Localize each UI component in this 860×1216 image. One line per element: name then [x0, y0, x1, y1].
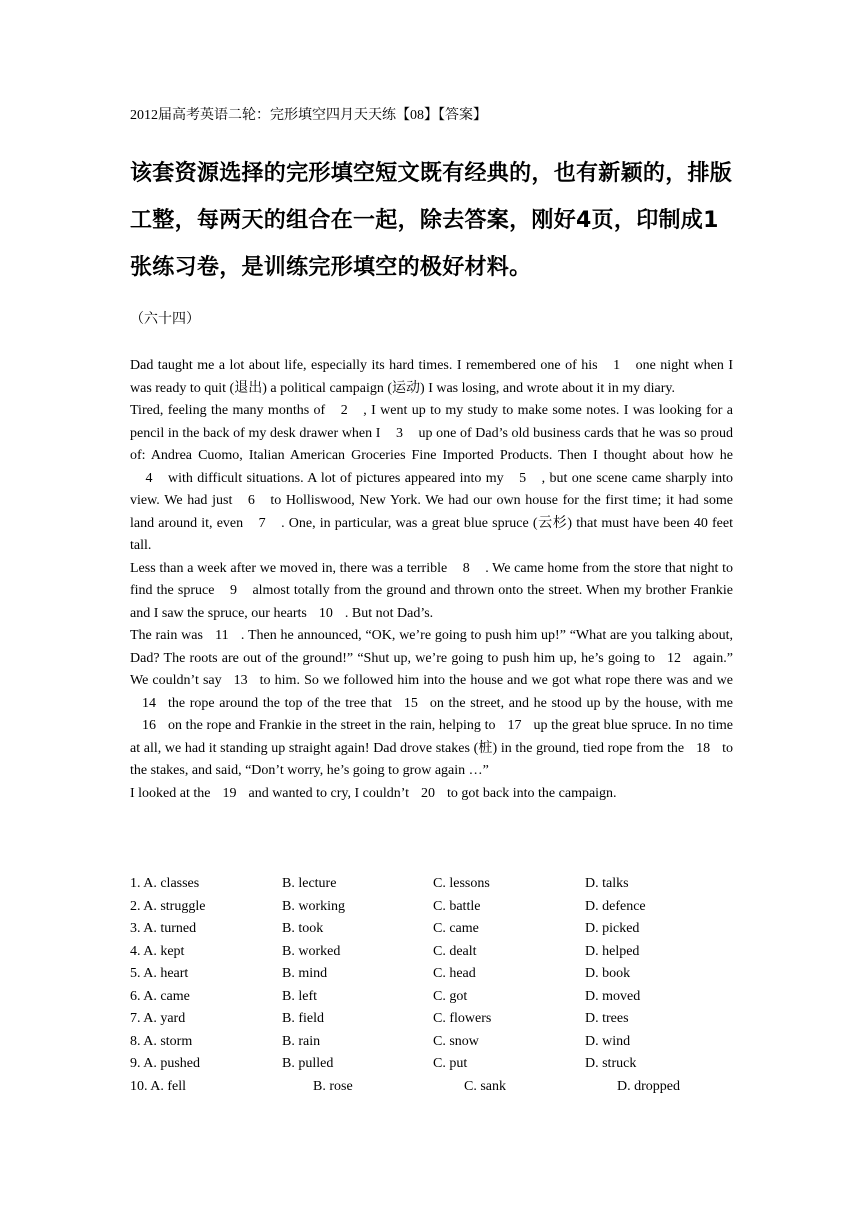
passage-text: again.” We couldn’t say	[130, 650, 733, 688]
passage-text: I looked at the	[130, 785, 211, 801]
option-a: 7. A. yard	[130, 1011, 186, 1026]
option-d: D. trees	[585, 1011, 629, 1026]
passage-text: . One, in particular, was a great blue spruce (云杉) that must have been 40 feet tall.	[130, 515, 733, 553]
option-row	[130, 986, 750, 1009]
blank-number: 12	[666, 650, 681, 666]
passage-text: Dad taught me a lot about life, especially its hard times. I remembered one of his	[130, 358, 598, 373]
option-b: B. working	[282, 898, 345, 914]
option-b: B. took	[282, 921, 324, 936]
option-d: D. helped	[585, 943, 640, 959]
blank-number: 16	[142, 718, 156, 733]
cloze-passage	[130, 355, 733, 805]
option-b: B. rose	[313, 1078, 353, 1094]
option-c: C. lessons	[433, 876, 490, 891]
blank-number: 19	[222, 785, 237, 801]
blank-number: 17	[507, 718, 522, 733]
blank-number: 10	[318, 605, 333, 621]
passage-text: the rope around the top of the tree that	[168, 695, 392, 711]
document-title: 2012届高考英语二轮：完形填空四月天天练【08】【答案】	[130, 108, 487, 123]
passage-text: Tired, feeling the many months of	[130, 403, 326, 418]
option-c: C. head	[433, 966, 476, 981]
passage-text: The rain was	[130, 628, 203, 643]
option-d: D. book	[585, 966, 631, 981]
passage-paragraph	[130, 558, 733, 626]
blank-number: 13	[233, 673, 248, 688]
option-row	[130, 1008, 750, 1031]
option-d: D. dropped	[617, 1078, 680, 1094]
intro-paragraph: 该套资源选择的完形填空短文既有经典的，也有新颖的，排版工整，每两天的组合在一起，除去答案，刚好4页，印制成1张练习卷，是训练完形填空的极好材料。	[130, 161, 733, 280]
option-row	[130, 1031, 750, 1054]
option-d: D. wind	[585, 1033, 631, 1049]
passage-text: almost totally from the ground and thrown onto the street. When my brother Frankie and I saw the spruce, our hearts	[130, 583, 733, 621]
option-row	[130, 963, 750, 986]
passage-text: . We came home from the store that night to find the spruce	[130, 560, 733, 598]
passage-paragraph	[130, 783, 733, 806]
option-row	[130, 1053, 750, 1076]
passage-text: to got back into the campaign.	[447, 785, 617, 801]
option-row	[130, 1076, 750, 1099]
answer-options	[130, 873, 750, 1098]
passage-paragraph	[130, 625, 733, 783]
passage-text: one night when I was ready to quit (退出) a political campaign (运动) I was losing, and wrote about it in my diary.	[130, 358, 733, 396]
option-c: C. got	[433, 988, 468, 1004]
option-b: B. rain	[282, 1033, 321, 1049]
option-a: 5. A. heart	[130, 966, 189, 981]
blank-number: 15	[403, 695, 418, 711]
passage-text: . Then he announced, “OK, we’re going to push him up!” “What are you talking about, Dad? The roots are out of the ground!” “Shut up, we’re going to push him up, he’s going to	[130, 628, 734, 666]
option-c: C. battle	[433, 898, 481, 914]
passage-paragraph	[130, 355, 733, 400]
passage-text: on the rope and Frankie in the street in the rain, helping to	[168, 718, 496, 733]
option-b: B. worked	[282, 943, 341, 959]
option-b: B. mind	[282, 966, 328, 981]
option-b: B. left	[282, 988, 317, 1004]
option-b: B. field	[282, 1011, 324, 1026]
option-d: D. talks	[585, 876, 629, 891]
option-a: 3. A. turned	[130, 921, 197, 936]
section-label: （六十四）	[130, 312, 200, 327]
option-c: C. snow	[433, 1033, 479, 1049]
passage-text: to Holliswood, New York. We had our own house for the first time; it had some land around it, even	[130, 493, 733, 531]
option-d: D. moved	[585, 988, 641, 1004]
passage-text: . But not Dad’s.	[344, 605, 434, 621]
option-c: C. dealt	[433, 943, 477, 959]
blank-number: 6	[247, 493, 255, 508]
option-a: 2. A. struggle	[130, 898, 206, 914]
blank-number: 9	[229, 583, 237, 598]
passage-text: to him. So we followed him into the house and we got what rope there was and we	[259, 673, 733, 688]
blank-number: 2	[340, 403, 348, 418]
blank-number: 11	[215, 628, 229, 643]
option-a: 4. A. kept	[130, 943, 185, 959]
option-d: D. picked	[585, 921, 640, 936]
passage-text: up the great blue spruce. In no time at all, we had it standing up straight again! Dad drove stakes (桩) in the ground, tied rope from the	[130, 718, 733, 756]
option-d: D. defence	[585, 898, 646, 914]
blank-number: 20	[421, 785, 436, 801]
option-a: 10. A. fell	[130, 1078, 186, 1094]
blank-number: 1	[613, 358, 621, 373]
option-b: B. lecture	[282, 876, 337, 891]
option-row	[130, 896, 750, 919]
blank-number: 4	[145, 470, 153, 486]
option-c: C. sank	[464, 1078, 506, 1094]
blank-number: 7	[258, 515, 266, 531]
blank-number: 8	[462, 560, 470, 576]
option-row	[130, 918, 750, 941]
option-b: B. pulled	[282, 1056, 334, 1071]
passage-text: , I went up to my study to make some notes. I was looking for a pencil in the back of my desk drawer when I	[130, 403, 733, 441]
option-a: 8. A. storm	[130, 1033, 193, 1049]
passage-text: and wanted to cry, I couldn’t	[248, 785, 410, 801]
passage-text: , but one scene came sharply into view. We had just	[130, 470, 734, 508]
option-c: C. came	[433, 921, 479, 936]
option-row	[130, 873, 750, 896]
passage-text: to the stakes, and said, “Don’t worry, he’s going to grow again …”	[130, 740, 733, 778]
passage-text: up one of Dad’s old business cards that he was so proud of: Andrea Cuomo, Italian American Groceries Fine Imported Products. Then I thought about how he	[130, 425, 733, 463]
blank-number: 14	[142, 695, 156, 711]
option-c: C. flowers	[433, 1011, 492, 1026]
option-c: C. put	[433, 1056, 468, 1071]
blank-number: 3	[395, 425, 403, 441]
passage-text: on the street, and he stood up by the house, with me	[429, 695, 733, 711]
passage-paragraph	[130, 400, 733, 558]
passage-text: with difficult situations. A lot of pictures appeared into my	[168, 470, 504, 486]
option-a: 1. A. classes	[130, 876, 200, 891]
option-a: 9. A. pushed	[130, 1056, 200, 1071]
blank-number: 5	[519, 470, 527, 486]
option-row	[130, 941, 750, 964]
blank-number: 18	[696, 740, 711, 756]
option-a: 6. A. came	[130, 988, 190, 1004]
option-d: D. struck	[585, 1056, 637, 1071]
passage-text: Less than a week after we moved in, there was a terrible	[130, 560, 448, 576]
